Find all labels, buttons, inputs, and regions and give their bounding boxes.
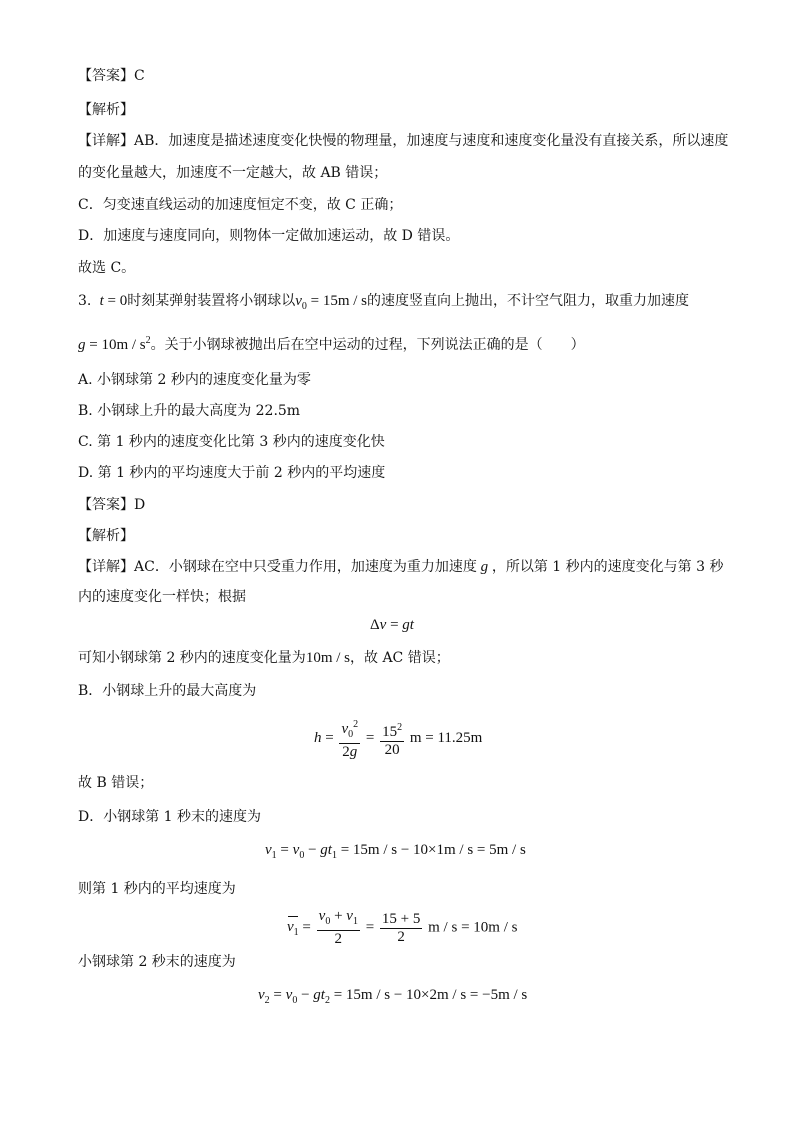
question-3-stem-line-1 [78, 291, 689, 317]
question-3-stem-line-2 [78, 331, 585, 355]
option-d-explanation-q3: D．小钢球第 1 秒末的速度为 [78, 809, 262, 825]
velocity-change-line [78, 648, 450, 668]
v1-equation: $v_1 = v_0 - gt_1 = 15m / s - 10\times 1m / s = 5m / s$ [265, 842, 526, 861]
velocity-change-value: 10m / s [305, 650, 350, 666]
choose-line-q2: 故选 C。 [78, 260, 136, 276]
know-text-a: 可知小钢球第 2 秒内的速度变化量为 [78, 650, 306, 666]
detail-line-2-q2: 的变化量越大，加速度不一定越大，故 AB 错误； [78, 165, 388, 181]
detail-line-2-q3: 内的速度变化一样快；根据 [78, 589, 246, 605]
analysis-label-q2: 【解析】 [78, 102, 134, 118]
analysis-label-q3: 【解析】 [78, 528, 134, 544]
answer-label-q2: 【答案】C [78, 68, 145, 84]
option-d: D. 第 1 秒内的平均速度大于前 2 秒内的平均速度 [78, 465, 386, 481]
answer-label-q3: 【答案】D [78, 497, 146, 513]
detail-line-1-q2: 【详解】AB．加速度是描述速度变化快慢的物理量，加速度与速度和速度变化量没有直接关系，所以速度 [78, 133, 729, 149]
option-c: C. 第 1 秒内的速度变化比第 3 秒内的速度变化快 [78, 434, 385, 450]
know-text-b: ，故 AC 错误； [350, 650, 450, 666]
option-a: A. 小钢球第 2 秒内的速度变化量为零 [78, 372, 311, 388]
delta-v-equation: Δv = gt [370, 617, 414, 633]
time-zero-formula: t = 0 [99, 293, 128, 309]
option-b-explanation: B．小钢球上升的最大高度为 [78, 683, 257, 699]
v2-line: 小钢球第 2 秒末的速度为 [78, 954, 236, 970]
stem-text-c: 。关于小钢球被抛出后在空中运动的过程，下列说法正确的是（ ） [150, 337, 585, 353]
detail-text-a: 【详解】AC．小钢球在空中只受重力作用，加速度为重力加速度 [78, 559, 477, 575]
average-velocity-line: 则第 1 秒内的平均速度为 [78, 881, 236, 897]
g-symbol: g [476, 559, 492, 575]
stem-text-b: 的速度竖直向上抛出，不计空气阻力，取重力加速度 [367, 293, 690, 309]
option-d-explanation: D．加速度与速度同向，则物体一定做加速运动，故 D 错误。 [78, 228, 460, 244]
option-b: B. 小钢球上升的最大高度为 22.5m [78, 403, 301, 419]
max-height-equation: h = $\frac{v_0^2}{2g}$ = $\frac{15^2}{20}$ m = 11.25m [314, 716, 482, 761]
detail-text-b: ，所以第 1 秒内的速度变化与第 3 秒 [491, 559, 724, 575]
v2-equation: $v_2 = v_0 - gt_2 = 15m / s - 10\times 2m / s = -5m / s$ [258, 987, 528, 1006]
option-b-wrong: 故 B 错误； [78, 775, 154, 791]
detail-line-1-q3 [78, 557, 723, 577]
stem-text-a: 时刻某弹射装置将小钢球以 [127, 293, 296, 309]
initial-velocity-formula: $v_0 = 15m / s$ [295, 293, 368, 312]
option-c-explanation: C．匀变速直线运动的加速度恒定不变，故 C 正确； [78, 197, 403, 213]
question-number: 3. [78, 293, 92, 309]
gravity-formula: $g = 10m / s^2$ [78, 335, 151, 353]
average-velocity-equation: $v_1$ = $\frac{v_0 + v_1}{2}$ = $\frac{15 + 5}{2}$ m / s = 10m / s [287, 908, 518, 947]
